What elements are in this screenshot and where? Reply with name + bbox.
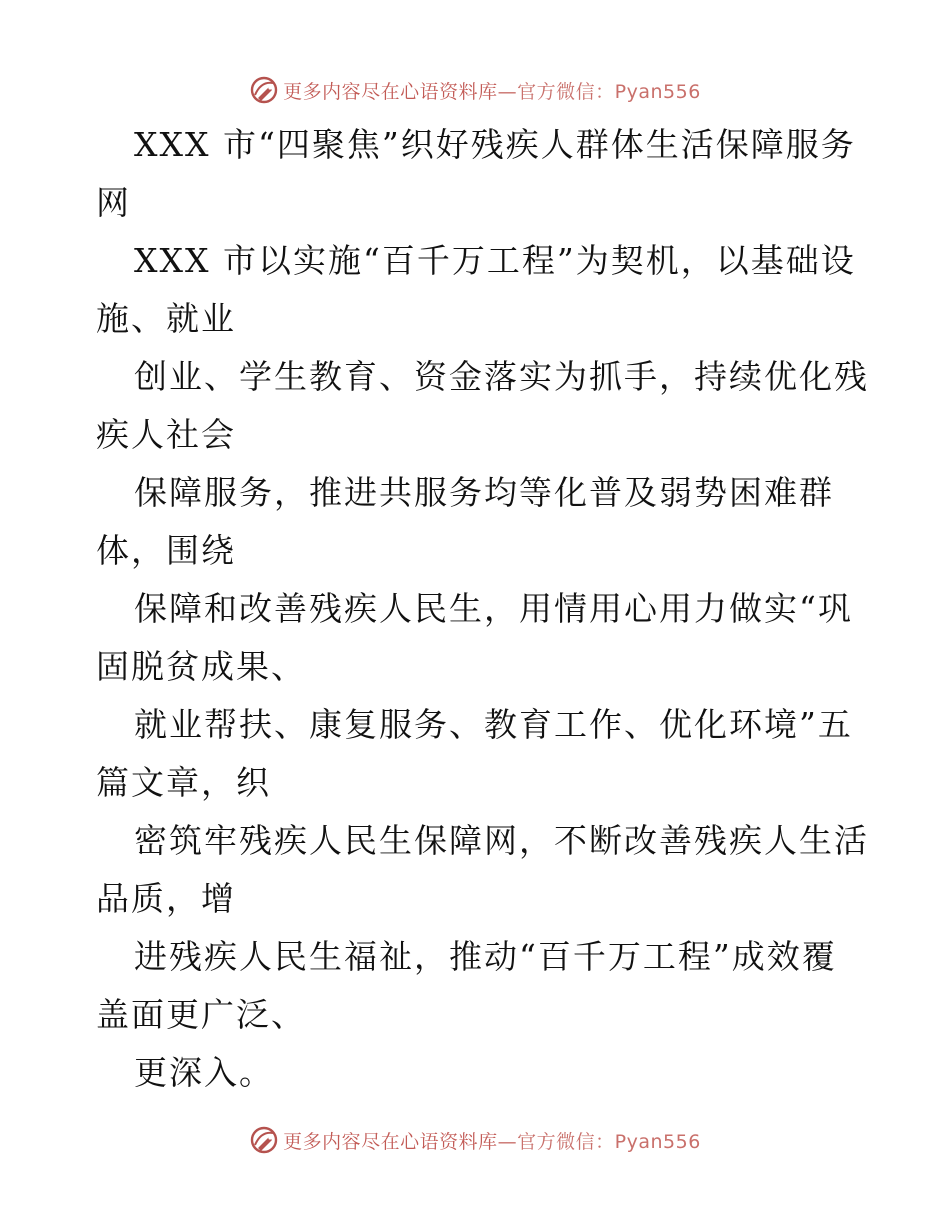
pen-logo-icon bbox=[249, 1125, 279, 1155]
text-line: XXX 市以实施“百千万工程”为契机，以基础设 bbox=[134, 241, 856, 280]
text-line: XXX 市“四聚焦”织好残疾人群体生活保障服务 bbox=[134, 125, 856, 164]
text-line: 施、就业 bbox=[96, 299, 236, 338]
watermark-text: 更多内容尽在心语资料库—官方微信：Pyan556 bbox=[283, 1130, 701, 1153]
text-line: 创业、学生教育、资金落实为抓手，持续优化残 bbox=[134, 357, 869, 396]
text-line: 密筑牢残疾人民生保障网，不断改善残疾人生活 bbox=[134, 821, 869, 860]
text-line: 固脱贫成果、 bbox=[96, 647, 306, 686]
watermark-header bbox=[0, 70, 950, 110]
text-line: 保障服务，推进共服务均等化普及弱势困难群 bbox=[134, 473, 834, 512]
watermark-text: 更多内容尽在心语资料库—官方微信：Pyan556 bbox=[283, 80, 701, 103]
text-line: 篇文章，织 bbox=[96, 763, 271, 802]
text-line: 就业帮扶、康复服务、教育工作、优化环境”五 bbox=[134, 705, 853, 744]
text-line: 网 bbox=[96, 183, 131, 222]
text-line: 体，围绕 bbox=[96, 531, 236, 570]
pen-logo-icon bbox=[249, 75, 279, 105]
text-line: 保障和改善残疾人民生，用情用心用力做实“巩 bbox=[134, 589, 853, 628]
text-line: 更深入。 bbox=[134, 1053, 274, 1092]
text-line: 疾人社会 bbox=[96, 415, 236, 454]
text-line: 进残疾人民生福祉，推动“百千万工程”成效覆 bbox=[134, 937, 837, 976]
watermark-footer bbox=[0, 1120, 950, 1160]
text-line: 品质，增 bbox=[96, 879, 236, 918]
document-body bbox=[96, 116, 869, 1102]
text-line: 盖面更广泛、 bbox=[96, 995, 306, 1034]
